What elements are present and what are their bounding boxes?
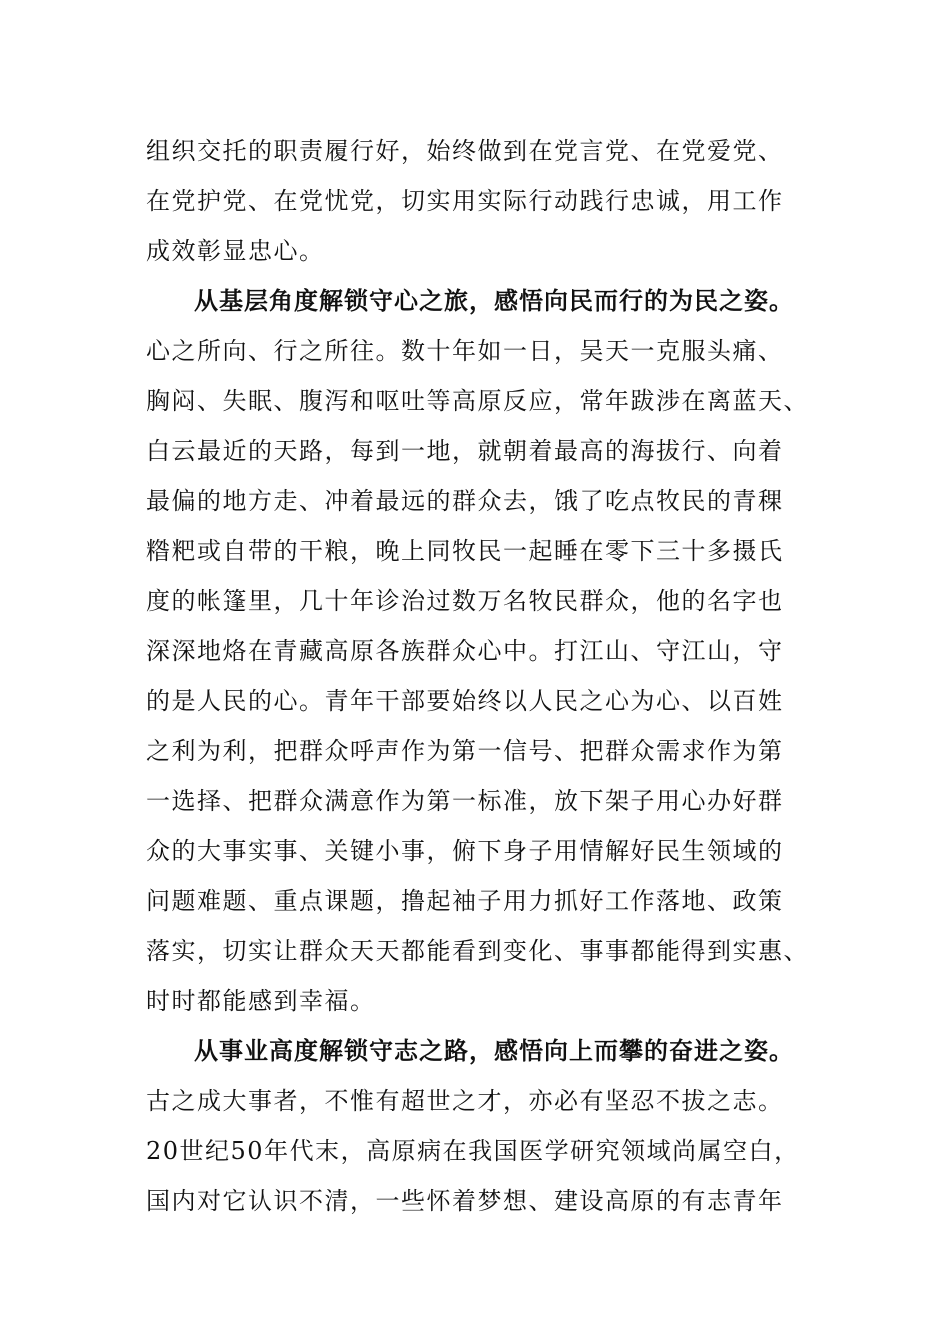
text-line: 之利为利，把群众呼声作为第一信号、把群众需求作为第 <box>146 737 784 765</box>
text-line: 问题难题、重点课题，撸起袖子用力抓好工作落地、政策 <box>146 887 784 915</box>
document-page <box>146 126 809 1226</box>
paragraph-2 <box>146 276 809 1026</box>
text-line: 组织交托的职责履行好，始终做到在党言党、在党爱党、 <box>146 137 784 165</box>
paragraph-lead-heading: 从事业高度解锁守志之路，感悟向上而攀的奋进之姿。 <box>194 1037 794 1065</box>
text-line: 成效彰显忠心。 <box>146 237 325 265</box>
text-line: 时时都能感到幸福。 <box>146 987 376 1015</box>
text-line: 一选择、把群众满意作为第一标准，放下架子用心办好群 <box>146 787 784 815</box>
text-line: 古之成大事者，不惟有超世之才，亦必有坚忍不拔之志。 <box>146 1087 784 1115</box>
text-line: 的是人民的心。青年干部要始终以人民之心为心、以百姓 <box>146 687 784 715</box>
text-line: 白云最近的天路，每到一地，就朝着最高的海拔行、向着 <box>146 437 784 465</box>
paragraph-1 <box>146 126 806 276</box>
text-line: 最偏的地方走、冲着最远的群众去，饿了吃点牧民的青稞 <box>146 487 784 515</box>
paragraph-3 <box>146 1026 806 1226</box>
text-line: 20世纪50年代末，高原病在我国医学研究领域尚属空白， <box>146 1137 800 1165</box>
text-line: 糌粑或自带的干粮，晚上同牧民一起睡在零下三十多摄氏 <box>146 537 784 565</box>
text-line: 落实，切实让群众天天都能看到变化、事事都能得到实惠、 <box>146 937 809 965</box>
text-line: 国内对它认识不清，一些怀着梦想、建设高原的有志青年 <box>146 1187 784 1215</box>
text-line: 度的帐篷里，几十年诊治过数万名牧民群众，他的名字也 <box>146 587 784 615</box>
text-line: 深深地烙在青藏高原各族群众心中。打江山、守江山，守 <box>146 637 784 665</box>
text-line: 心之所向、行之所往。数十年如一日，吴天一克服头痛、 <box>146 337 784 365</box>
text-line: 胸闷、失眠、腹泻和呕吐等高原反应，常年跋涉在离蓝天、 <box>146 387 809 415</box>
paragraph-lead-heading: 从基层角度解锁守心之旅，感悟向民而行的为民之姿。 <box>194 287 794 315</box>
text-line: 在党护党、在党忧党，切实用实际行动践行忠诚，用工作 <box>146 187 784 215</box>
text-line: 众的大事实事、关键小事，俯下身子用情解好民生领域的 <box>146 837 784 865</box>
